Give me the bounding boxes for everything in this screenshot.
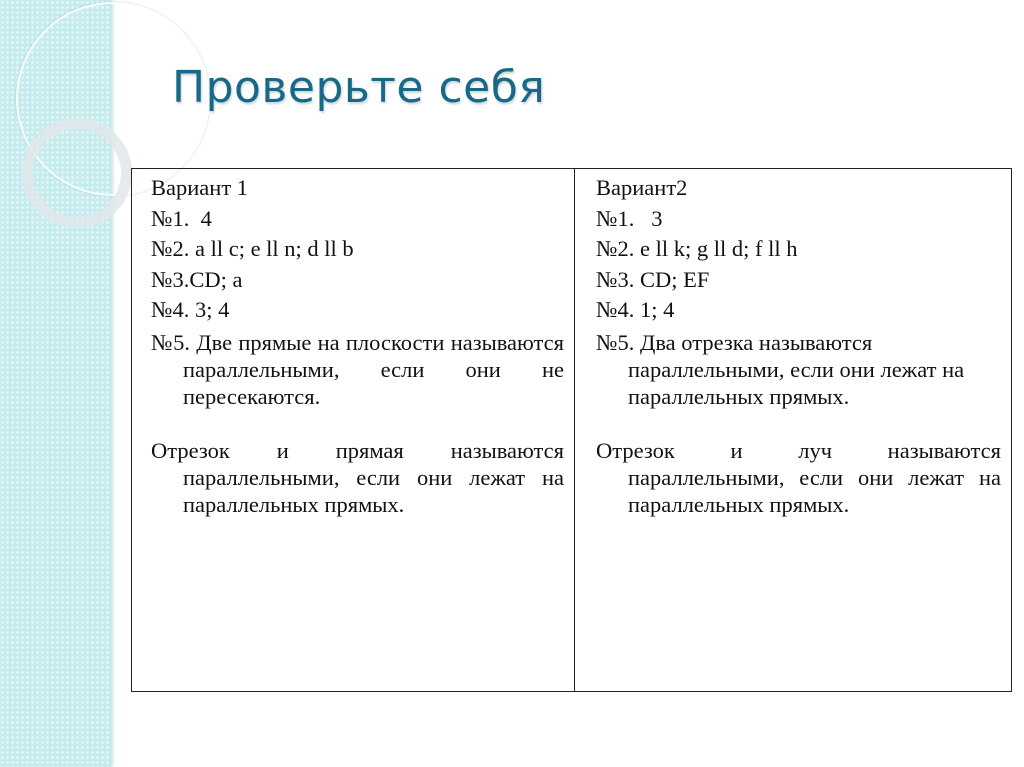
variant-2-column xyxy=(575,169,1011,691)
variant-heading: Вариант2 xyxy=(596,175,688,200)
decorative-side-strip xyxy=(0,0,111,767)
answer-1: №1. 4 xyxy=(151,205,212,231)
variant-1-column xyxy=(132,169,575,691)
answer-5-extra: Отрезок и луч называются параллельными, если они лежат на параллельных прямых. xyxy=(596,437,1001,517)
answer-4: №4. 1; 4 xyxy=(596,297,675,322)
answer-5: №5. Две прямые на плоскости называются параллельными, если они не пересекаются. xyxy=(151,329,564,409)
answer-5: №5. Два отрезка называются параллельными, если они лежат на параллельных прямых. xyxy=(596,329,965,409)
answer-5-extra: Отрезок и прямая называются параллельными, если они лежат на параллельных прямых. xyxy=(151,437,564,517)
answers-table xyxy=(131,168,1012,692)
spacer xyxy=(151,410,564,437)
answer-3: №3.CD; a xyxy=(151,266,243,292)
decorative-ring-icon xyxy=(22,118,132,228)
answer-3: №3. CD; EF xyxy=(596,266,710,292)
answer-4: №4. 3; 4 xyxy=(151,297,230,322)
variant-heading: Вариант 1 xyxy=(151,175,249,200)
spacer xyxy=(596,410,1001,437)
answer-2: №2. e ll k; g ll d; f ll h xyxy=(596,236,798,261)
slide-title: Проверьте себя xyxy=(172,62,546,113)
answer-2: №2. a ll c; e ll n; d ll b xyxy=(151,236,354,261)
answer-1: №1. 3 xyxy=(596,205,663,231)
